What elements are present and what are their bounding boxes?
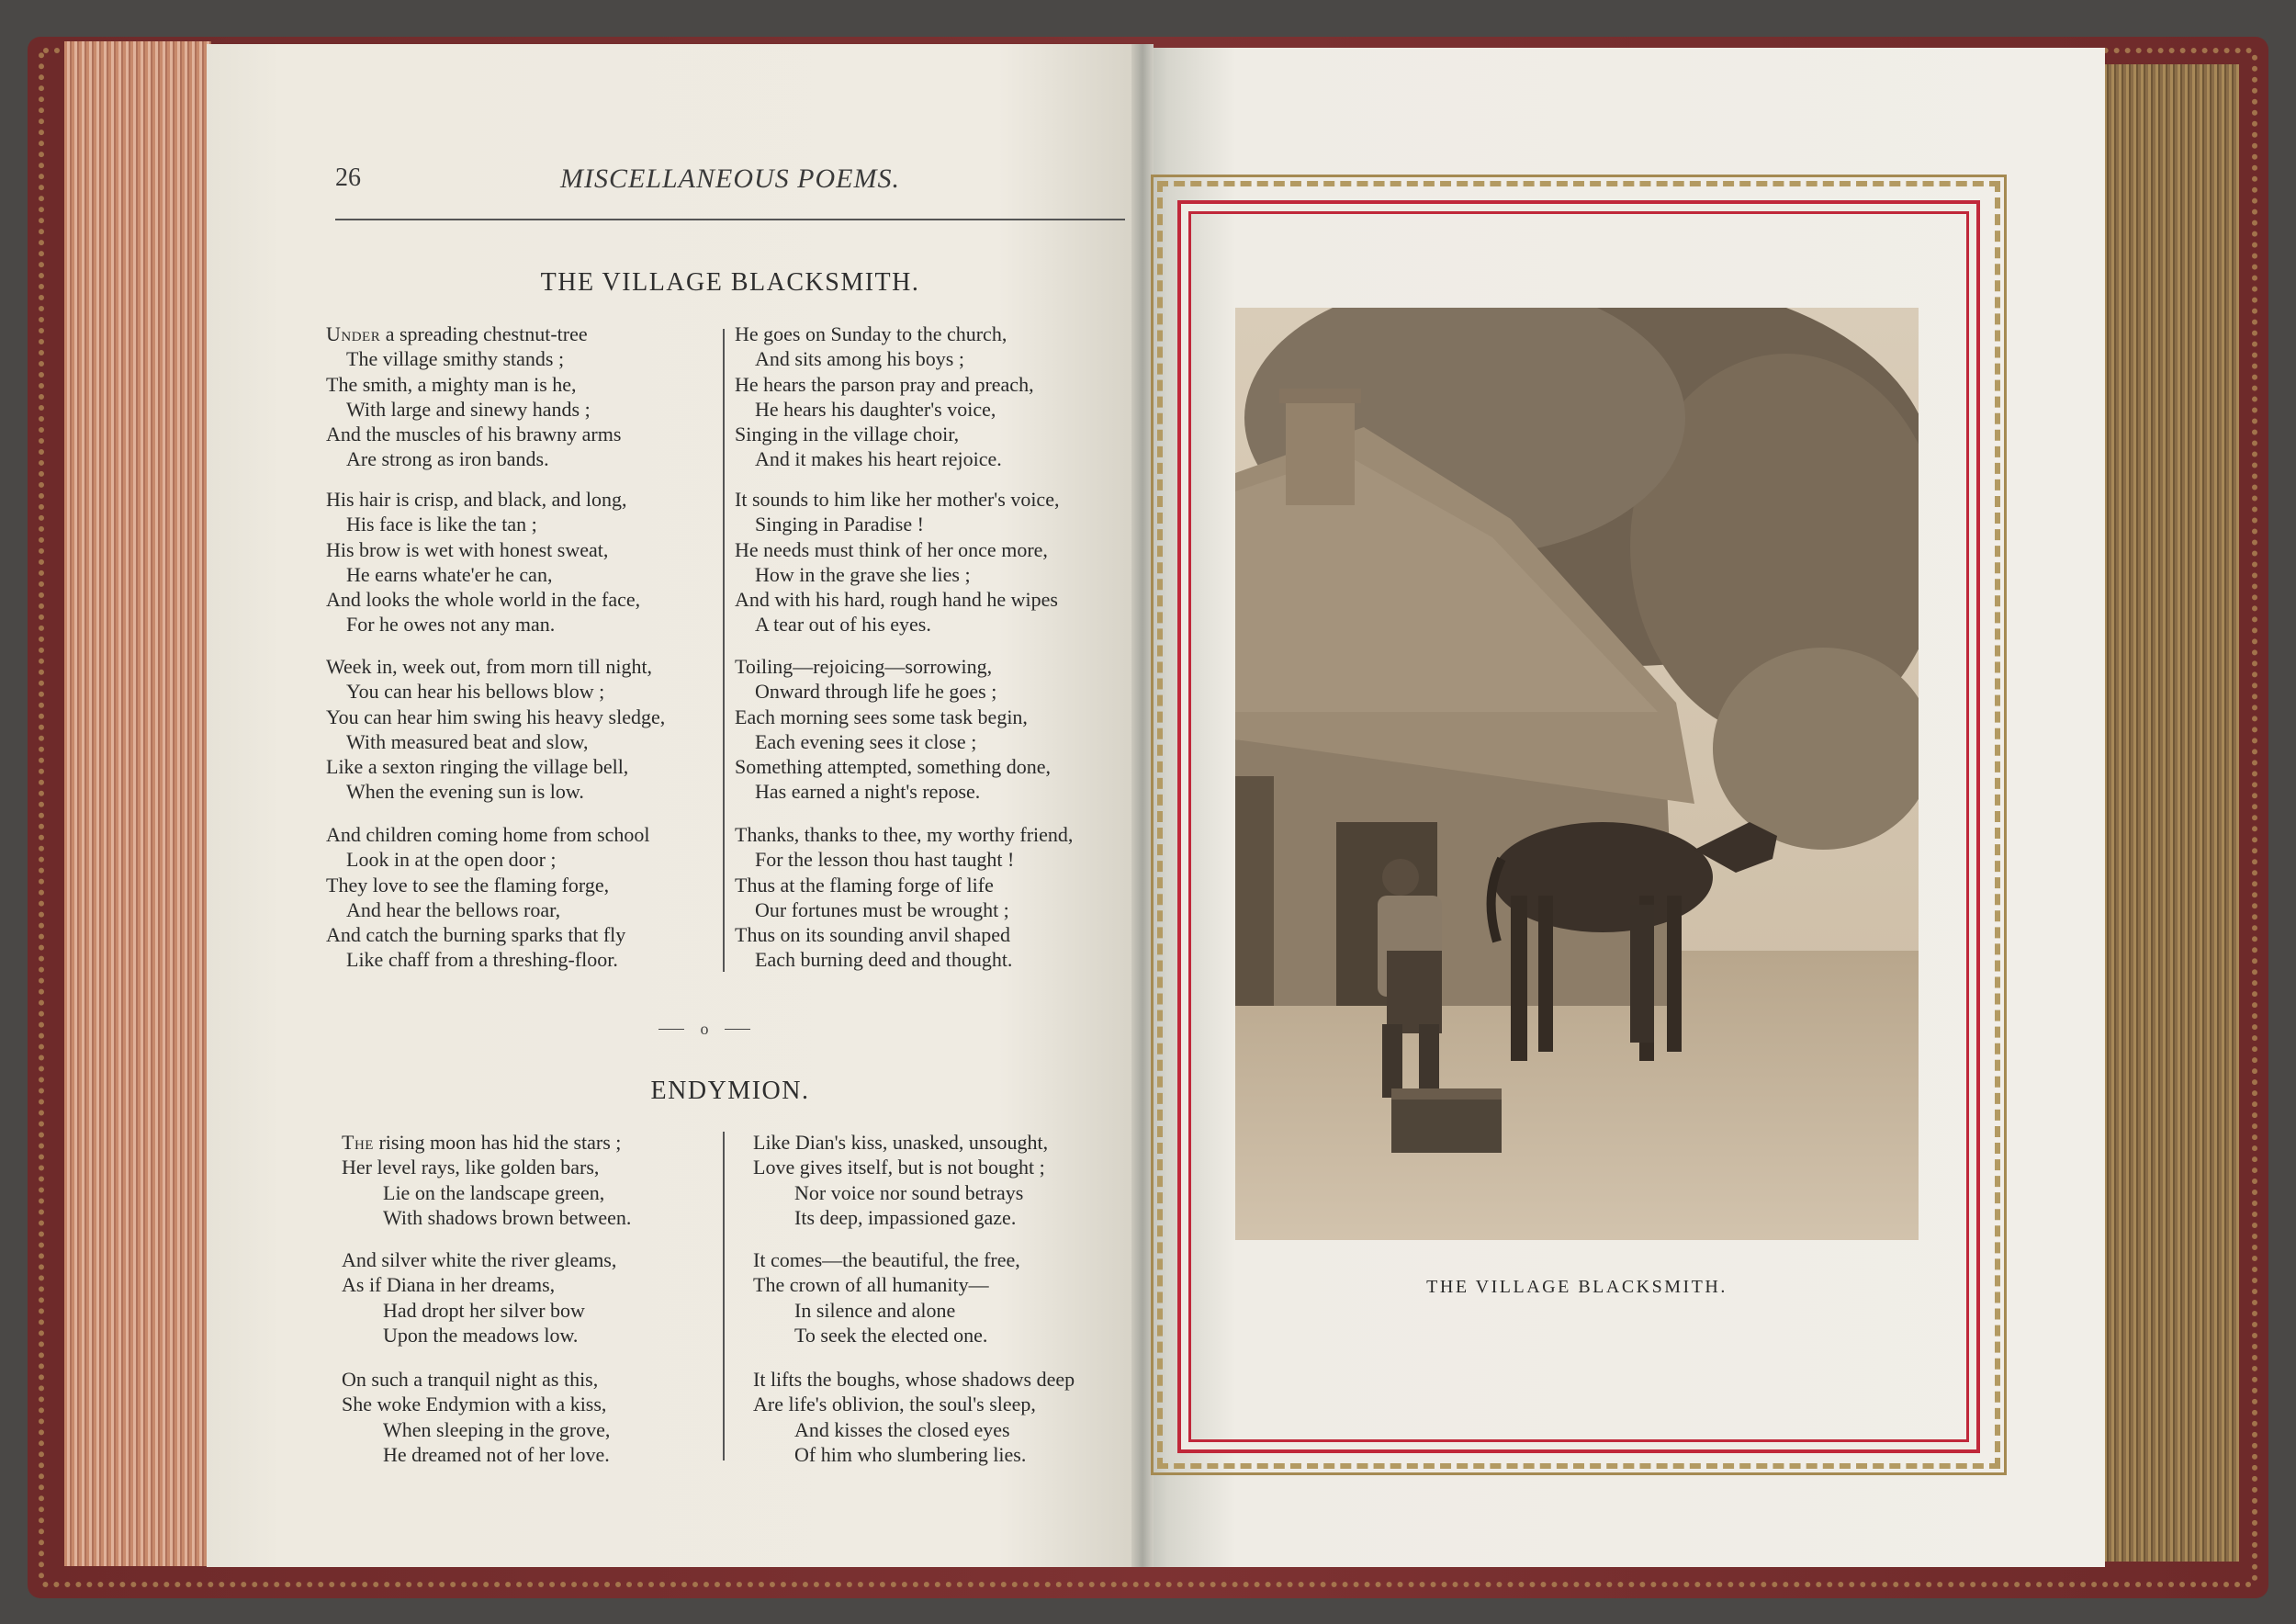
poem-line: And hear the bellows roar,: [346, 897, 561, 921]
poem-line: When sleeping in the grove,: [383, 1417, 611, 1441]
poem-line: Her level rays, like golden bars,: [342, 1156, 600, 1179]
poem-line: They love to see the flaming forge,: [326, 873, 610, 897]
poem-line: Each morning sees some task begin,: [735, 705, 1028, 728]
poem-line: When the evening sun is low.: [346, 780, 584, 804]
stanza: [342, 1247, 616, 1348]
poem-line: He dreamed not of her love.: [383, 1442, 610, 1466]
blacksmith-photograph: [1235, 308, 1919, 1240]
plate-caption: THE VILLAGE BLACKSMITH.: [1426, 1277, 1728, 1297]
poem-line: Love gives itself, but is not bought ;: [753, 1156, 1045, 1179]
poem-line: Under a spreading chestnut-tree: [326, 322, 588, 345]
poem-line: Week in, week out, from morn till night,: [326, 655, 653, 678]
poem-line: For he owes not any man.: [346, 613, 556, 637]
poem-line: Thus at the flaming forge of life: [735, 873, 994, 897]
poem-line: On such a tranquil night as this,: [342, 1368, 599, 1391]
poem-line: A tear out of his eyes.: [755, 613, 931, 637]
poem-line: And the muscles of his brawny arms: [326, 423, 622, 446]
poem-line: And with his hard, rough hand he wipes: [735, 588, 1058, 612]
stanza: [753, 1130, 1048, 1230]
poem-line: He goes on Sunday to the church,: [735, 322, 1007, 345]
poem-line: Thanks, thanks to thee, my worthy friend,: [735, 823, 1074, 846]
poem-line: Singing in the village choir,: [735, 423, 960, 446]
poem-line: It comes—the beautiful, the free,: [753, 1248, 1020, 1271]
poem-line: Has earned a night's repose.: [755, 780, 981, 804]
poem-line: He hears his daughter's voice,: [755, 397, 996, 421]
poem-line: It sounds to him like her mother's voice,: [735, 488, 1060, 511]
stanza: [735, 321, 1034, 472]
stanza: [753, 1247, 1020, 1348]
poem-line: Onward through life he goes ;: [755, 680, 997, 704]
stanza: [326, 654, 665, 805]
poem-line: His brow is wet with honest sweat,: [326, 537, 609, 561]
poem-line: With shadows brown between.: [383, 1205, 632, 1229]
poem-line: And children coming home from school: [326, 823, 650, 846]
poem-line: Its deep, impassioned gaze.: [794, 1205, 1017, 1229]
poem-line: His face is like the tan ;: [346, 513, 537, 536]
stanza: [735, 822, 1073, 973]
poem-line: How in the grave she lies ;: [755, 562, 971, 586]
poem-line: Of him who slumbering lies.: [794, 1442, 1027, 1466]
poem-line: Singing in Paradise !: [755, 513, 924, 536]
running-head: [335, 164, 1125, 220]
stanza: [735, 487, 1059, 637]
stanza: [326, 487, 640, 637]
poem-line: And catch the burning sparks that fly: [326, 923, 626, 947]
poem-line: Thus on its sounding anvil shaped: [735, 923, 1011, 947]
running-head-title: MISCELLANEOUS POEMS.: [560, 164, 900, 194]
stanza: [342, 1367, 610, 1467]
poem-line: He earns whate'er he can,: [346, 562, 553, 586]
poem-line: His hair is crisp, and black, and long,: [326, 488, 627, 511]
poem-title-blacksmith: THE VILLAGE BLACKSMITH.: [540, 268, 920, 297]
poem-line: Had dropt her silver bow: [383, 1298, 585, 1322]
poem-line: He hears the parson pray and preach,: [735, 372, 1034, 396]
poem-line: It lifts the boughs, whose shadows deep: [753, 1368, 1075, 1391]
poem-line: She woke Endymion with a kiss,: [342, 1393, 607, 1416]
poem-line: The crown of all humanity—: [753, 1273, 989, 1297]
poem-line: You can hear him swing his heavy sledge,: [326, 705, 666, 728]
poem-line: The rising moon has hid the stars ;: [342, 1131, 622, 1154]
poem-line: Like Dian's kiss, unasked, unsought,: [753, 1131, 1049, 1154]
poem-line: The village smithy stands ;: [346, 347, 565, 371]
stanza: [326, 321, 621, 472]
poem-line: To seek the elected one.: [794, 1323, 988, 1347]
stanza: [326, 822, 650, 973]
column-rule: [723, 1132, 725, 1460]
poem-line: Are strong as iron bands.: [346, 447, 549, 471]
poem-line: And it makes his heart rejoice.: [755, 447, 1002, 471]
poem-line: For the lesson thou hast taught !: [755, 848, 1015, 872]
poem-line: As if Diana in her dreams,: [342, 1273, 556, 1297]
poem-line: And silver white the river gleams,: [342, 1248, 617, 1271]
left-page-edges: [64, 41, 211, 1566]
poem-line: Are life's oblivion, the soul's sleep,: [753, 1393, 1036, 1416]
poem-line: Each burning deed and thought.: [755, 948, 1013, 972]
poem-line: And sits among his boys ;: [755, 347, 964, 371]
poem-line: And kisses the closed eyes: [794, 1417, 1010, 1441]
poem-line: Lie on the landscape green,: [383, 1180, 605, 1204]
poem-line: With measured beat and slow,: [346, 729, 589, 753]
page-number: 26: [335, 164, 361, 192]
poem-line: With large and sinewy hands ;: [346, 397, 591, 421]
poem-line: Nor voice nor sound betrays: [794, 1180, 1024, 1204]
poem-line: Look in at the open door ;: [346, 848, 557, 872]
right-page-edges: [2101, 64, 2239, 1562]
poem-line: Something attempted, something done,: [735, 755, 1052, 779]
stanza: [735, 654, 1051, 805]
poem-line: The smith, a mighty man is he,: [326, 372, 577, 396]
poem-line: In silence and alone: [794, 1298, 956, 1322]
poem-line: And looks the whole world in the face,: [326, 588, 641, 612]
poem-line: Upon the meadows low.: [383, 1323, 579, 1347]
stanza: [753, 1367, 1075, 1467]
poem-line: You can hear his bellows blow ;: [346, 680, 605, 704]
section-ornament: o: [677, 1020, 732, 1038]
poem-line: Toiling—rejoicing—sorrowing,: [735, 655, 993, 678]
column-rule: [723, 329, 725, 972]
poem-line: Each evening sees it close ;: [755, 729, 977, 753]
poem-title-endymion: ENDYMION.: [650, 1077, 810, 1105]
poem-line: He needs must think of her once more,: [735, 537, 1048, 561]
stanza: [342, 1130, 631, 1230]
poem-line: Like a sexton ringing the village bell,: [326, 755, 629, 779]
poem-line: Like chaff from a threshing-floor.: [346, 948, 618, 972]
poem-line: Our fortunes must be wrought ;: [755, 897, 1009, 921]
